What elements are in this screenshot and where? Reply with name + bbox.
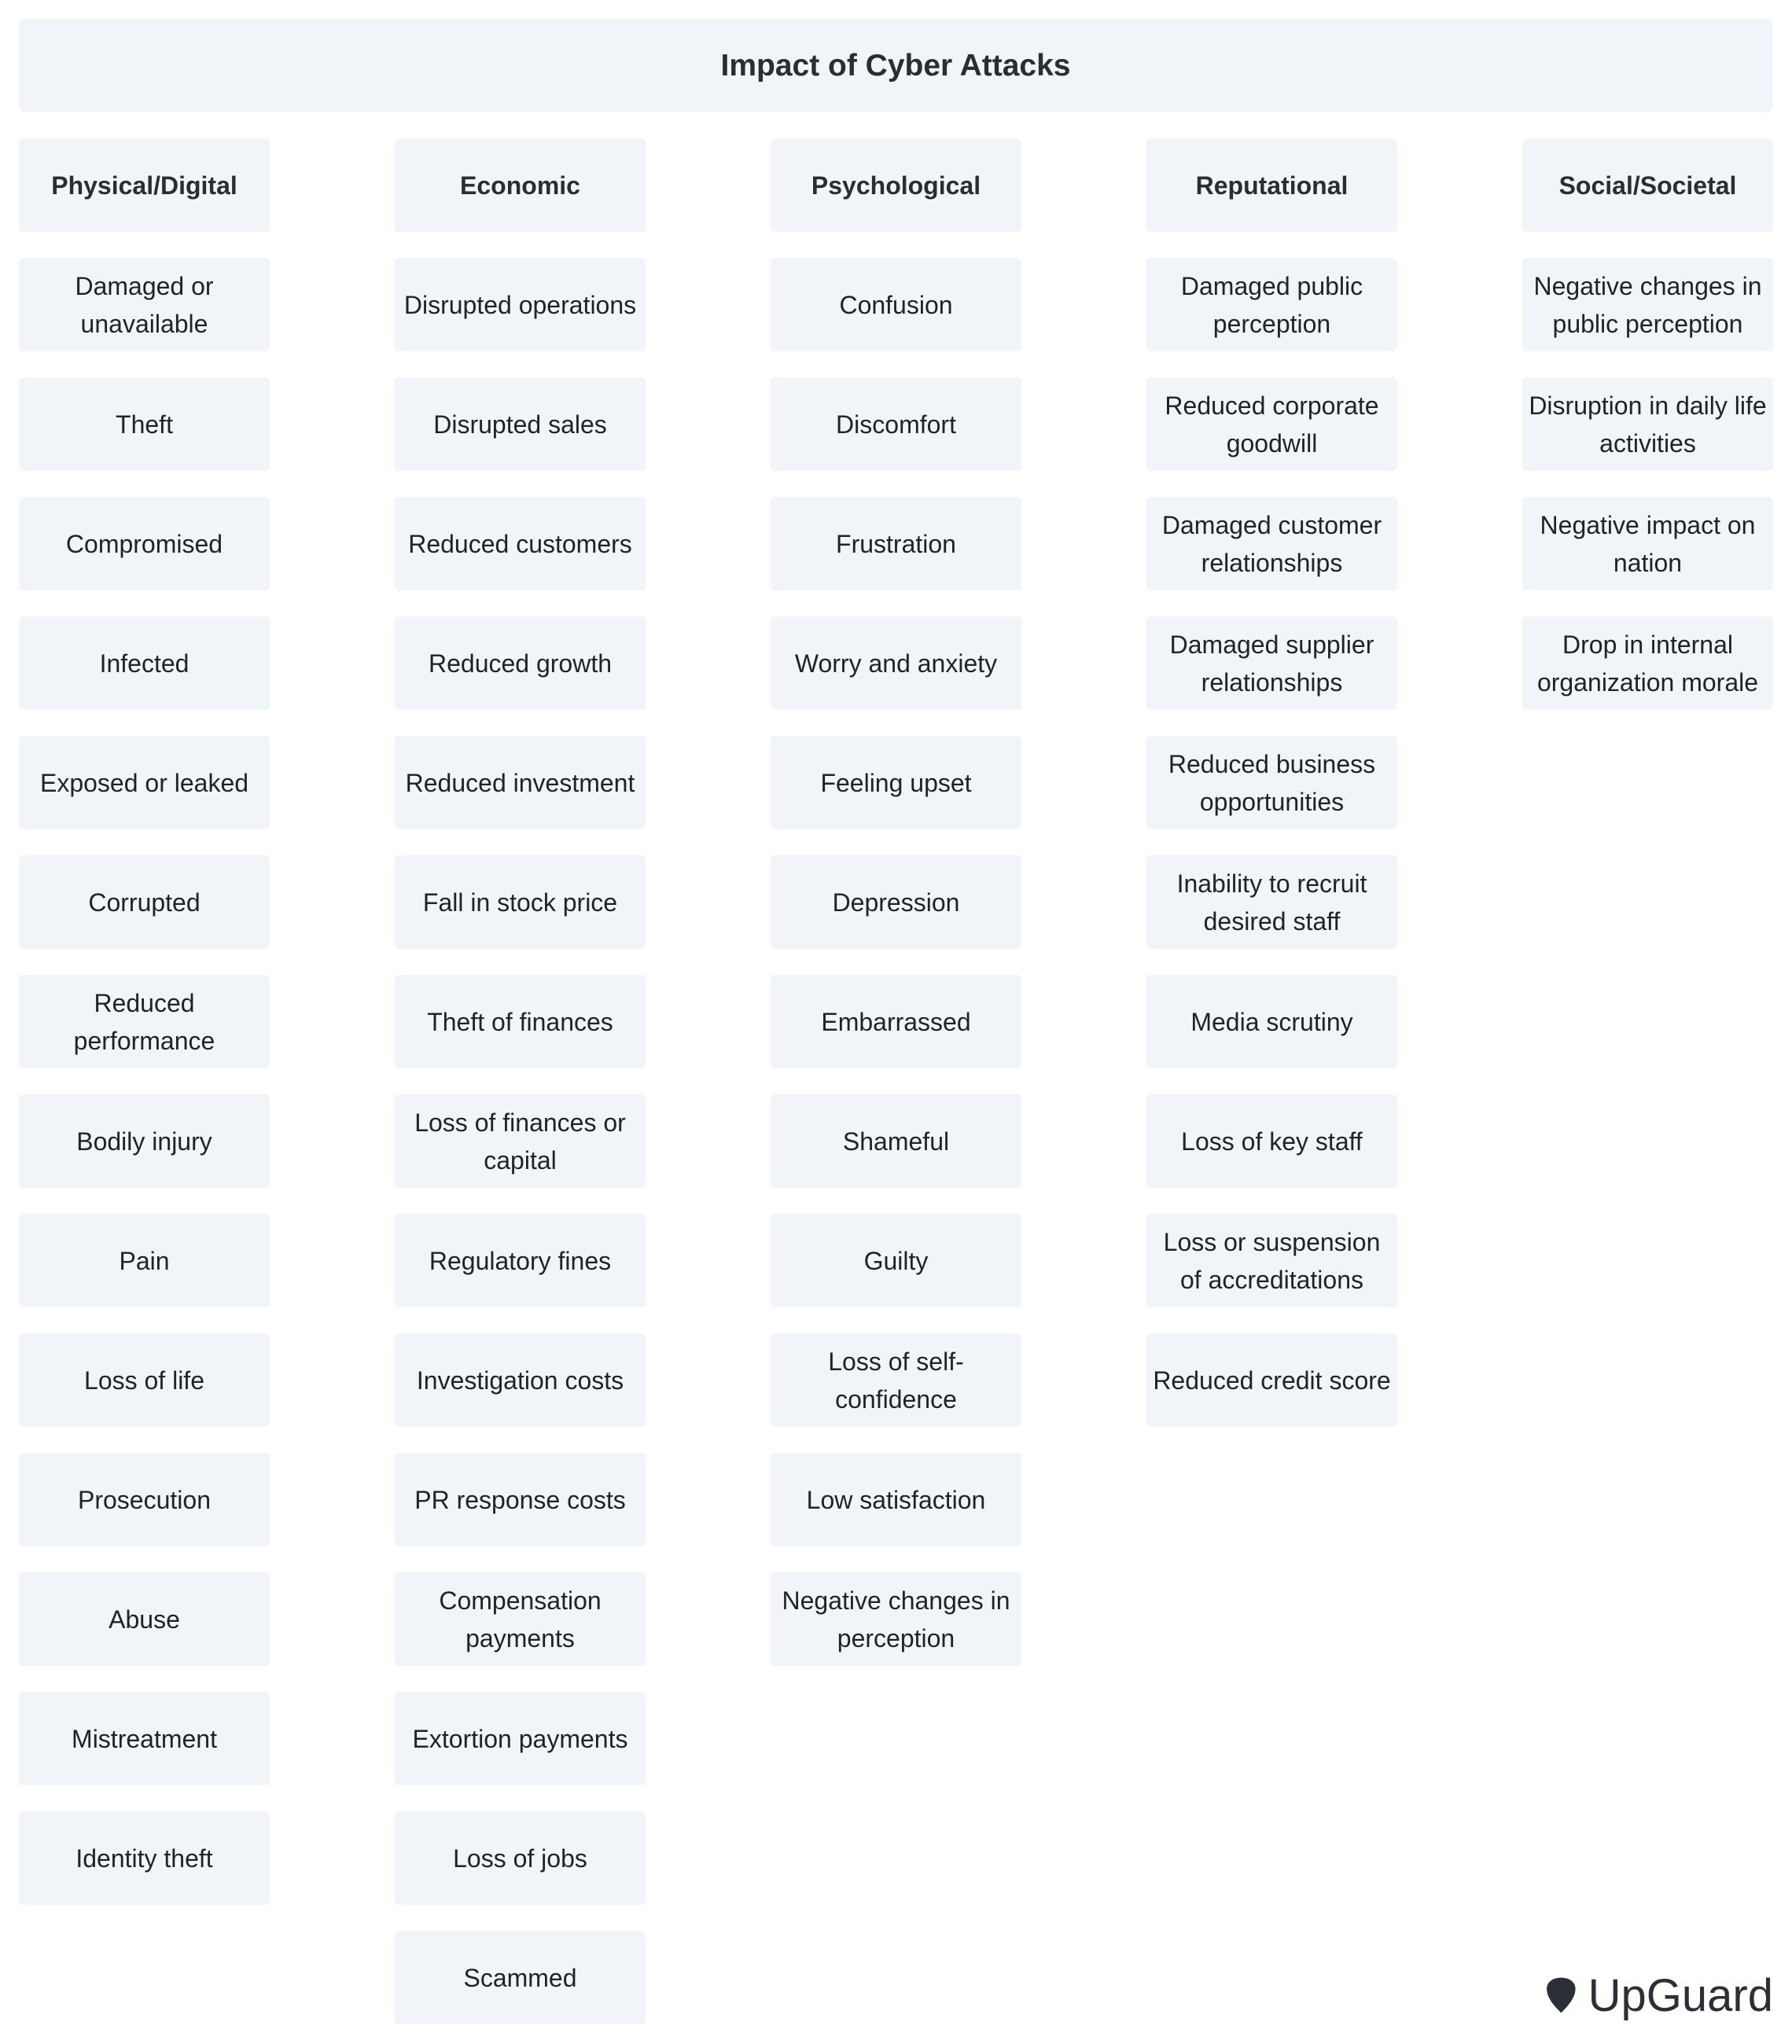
impact-item bbox=[395, 497, 646, 590]
column-header bbox=[395, 138, 646, 232]
impact-item-label: Media scrutiny bbox=[1190, 1007, 1353, 1036]
impact-item-label: Disrupted sales bbox=[433, 410, 607, 439]
impact-item-label: Infected bbox=[99, 649, 190, 678]
impact-item-label: Guilty bbox=[863, 1246, 929, 1275]
impact-item-label: Identity theft bbox=[75, 1844, 213, 1873]
column-header-label: Social/Societal bbox=[1558, 171, 1737, 200]
column-header-label: Psychological bbox=[811, 171, 981, 200]
impact-item-label: Loss of key staff bbox=[1181, 1127, 1363, 1156]
impact-item bbox=[395, 1214, 646, 1307]
impact-item bbox=[1522, 377, 1773, 471]
impact-item bbox=[19, 1811, 270, 1905]
impact-item-label: Discomfort bbox=[836, 410, 956, 439]
impact-item-label: Pain bbox=[119, 1246, 170, 1275]
impact-item-label: Damaged supplier relationships bbox=[1169, 630, 1374, 697]
impact-item-label: Abuse bbox=[109, 1605, 180, 1634]
impact-item bbox=[771, 1453, 1021, 1546]
column-header-label: Physical/Digital bbox=[51, 171, 237, 200]
impact-item bbox=[395, 258, 646, 351]
upguard-logo bbox=[1545, 1965, 1773, 2025]
impact-item bbox=[1146, 736, 1397, 829]
impact-item bbox=[771, 975, 1021, 1068]
impact-item bbox=[1146, 1094, 1397, 1188]
impact-item bbox=[771, 1572, 1021, 1666]
impact-item bbox=[19, 258, 270, 351]
impact-item bbox=[771, 497, 1021, 590]
impact-item bbox=[19, 1333, 270, 1427]
impact-item bbox=[1146, 258, 1397, 351]
impact-item-label: Reduced growth bbox=[428, 649, 613, 678]
column-header-label: Reputational bbox=[1195, 171, 1349, 200]
impact-item bbox=[19, 1094, 270, 1188]
impact-item-label: Reduced credit score bbox=[1153, 1366, 1391, 1395]
impact-item bbox=[19, 1692, 270, 1785]
impact-item bbox=[1522, 616, 1773, 710]
impact-item-label: Loss of self-confidence bbox=[828, 1347, 964, 1414]
impact-item-label: Fall in stock price bbox=[422, 888, 618, 917]
impact-item bbox=[19, 616, 270, 710]
impact-item-label: Negative impact on nation bbox=[1540, 510, 1756, 577]
impact-item bbox=[1146, 975, 1397, 1068]
impact-item-label: Regulatory fines bbox=[429, 1246, 612, 1275]
column-header bbox=[1146, 138, 1397, 232]
impact-item bbox=[395, 1094, 646, 1188]
impact-item bbox=[771, 258, 1021, 351]
column-header bbox=[19, 138, 270, 232]
impact-item-label: Prosecution bbox=[78, 1485, 211, 1514]
impact-item-label: Depression bbox=[832, 888, 960, 917]
impact-item bbox=[395, 1572, 646, 1666]
impact-item bbox=[1146, 616, 1397, 710]
impact-item bbox=[395, 377, 646, 471]
impact-item-label: Worry and anxiety bbox=[794, 649, 998, 678]
impact-item bbox=[19, 736, 270, 829]
impact-item bbox=[19, 855, 270, 949]
impact-item bbox=[395, 1811, 646, 1905]
impact-item-label: Damaged public perception bbox=[1180, 271, 1363, 338]
impact-item-label: Scammed bbox=[463, 1963, 577, 1992]
impact-item bbox=[19, 975, 270, 1068]
impact-item-label: Corrupted bbox=[88, 888, 201, 917]
impact-item bbox=[19, 1572, 270, 1666]
impact-item-label: Theft bbox=[116, 410, 173, 439]
impact-item-label: Negative changes in public perception bbox=[1533, 271, 1762, 338]
impact-item bbox=[1146, 377, 1397, 471]
impact-item bbox=[1522, 258, 1773, 351]
impact-item-label: Frustration bbox=[836, 529, 956, 558]
impact-item bbox=[1146, 855, 1397, 949]
logo-text: UpGuard bbox=[1588, 1969, 1773, 2021]
upguard-shield-icon bbox=[1545, 1969, 1577, 2022]
impact-item-label: Mistreatment bbox=[72, 1724, 217, 1753]
impact-item bbox=[1146, 1214, 1397, 1307]
impact-item bbox=[395, 736, 646, 829]
impact-item bbox=[395, 1453, 646, 1546]
impact-item-label: Embarrassed bbox=[821, 1007, 971, 1036]
impact-item bbox=[395, 1692, 646, 1785]
impact-item bbox=[771, 1094, 1021, 1188]
column-header-label: Economic bbox=[460, 171, 580, 200]
column-header bbox=[1522, 138, 1773, 232]
impact-item-label: Inability to recruit desired staff bbox=[1176, 869, 1367, 936]
impact-item bbox=[395, 616, 646, 710]
impact-item-label: PR response costs bbox=[414, 1485, 626, 1514]
impact-item bbox=[771, 736, 1021, 829]
impact-item bbox=[1522, 497, 1773, 590]
impact-item-label: Confusion bbox=[839, 290, 953, 319]
impact-item-label: Reduced performance bbox=[73, 988, 215, 1055]
impact-item bbox=[771, 855, 1021, 949]
impact-item-label: Negative changes in perception bbox=[782, 1586, 1010, 1652]
impact-item-label: Loss of life bbox=[84, 1366, 204, 1395]
impact-item bbox=[19, 497, 270, 590]
impact-item bbox=[771, 1214, 1021, 1307]
impact-item-label: Loss of jobs bbox=[453, 1844, 587, 1873]
diagram-title-bar bbox=[19, 19, 1772, 112]
impact-item bbox=[19, 377, 270, 471]
impact-item-label: Compromised bbox=[65, 529, 223, 558]
impact-item-label: Disrupted operations bbox=[403, 290, 637, 319]
impact-item bbox=[395, 975, 646, 1068]
impact-item bbox=[19, 1453, 270, 1546]
impact-item-label: Reduced corporate goodwill bbox=[1165, 391, 1379, 458]
impact-item-label: Compensation payments bbox=[439, 1586, 602, 1652]
impact-item-label: Exposed or leaked bbox=[39, 768, 249, 797]
impact-item-label: Theft of finances bbox=[427, 1007, 613, 1036]
impact-item-label: Shameful bbox=[842, 1127, 950, 1156]
impact-item-label: Investigation costs bbox=[416, 1366, 624, 1395]
impact-item-label: Loss of finances or capital bbox=[414, 1108, 626, 1175]
impact-item-label: Extortion payments bbox=[412, 1724, 628, 1753]
impact-item-label: Damaged or unavailable bbox=[75, 271, 214, 338]
impact-item-label: Damaged customer relationships bbox=[1161, 510, 1382, 577]
impact-item-label: Bodily injury bbox=[76, 1127, 212, 1156]
diagram-title: Impact of Cyber Attacks bbox=[720, 48, 1071, 83]
impact-item-label: Loss or suspension of accreditations bbox=[1163, 1227, 1381, 1294]
impact-item bbox=[771, 1333, 1021, 1427]
impact-item-label: Drop in internal organization morale bbox=[1536, 630, 1759, 697]
impact-item-label: Disruption in daily life activities bbox=[1529, 391, 1767, 458]
column-header bbox=[771, 138, 1021, 232]
impact-item-label: Reduced customers bbox=[408, 529, 632, 558]
impact-item bbox=[19, 1214, 270, 1307]
impact-item-label: Feeling upset bbox=[820, 768, 972, 797]
impact-item bbox=[1146, 497, 1397, 590]
impact-item-label: Reduced investment bbox=[405, 768, 635, 797]
impact-item-label: Low satisfaction bbox=[806, 1485, 986, 1514]
impact-item bbox=[395, 855, 646, 949]
impact-item bbox=[771, 377, 1021, 471]
impact-item bbox=[395, 1931, 646, 2024]
impact-item bbox=[1146, 1333, 1397, 1427]
impact-item bbox=[771, 616, 1021, 710]
impact-item bbox=[395, 1333, 646, 1427]
impact-item-label: Reduced business opportunities bbox=[1168, 749, 1376, 816]
